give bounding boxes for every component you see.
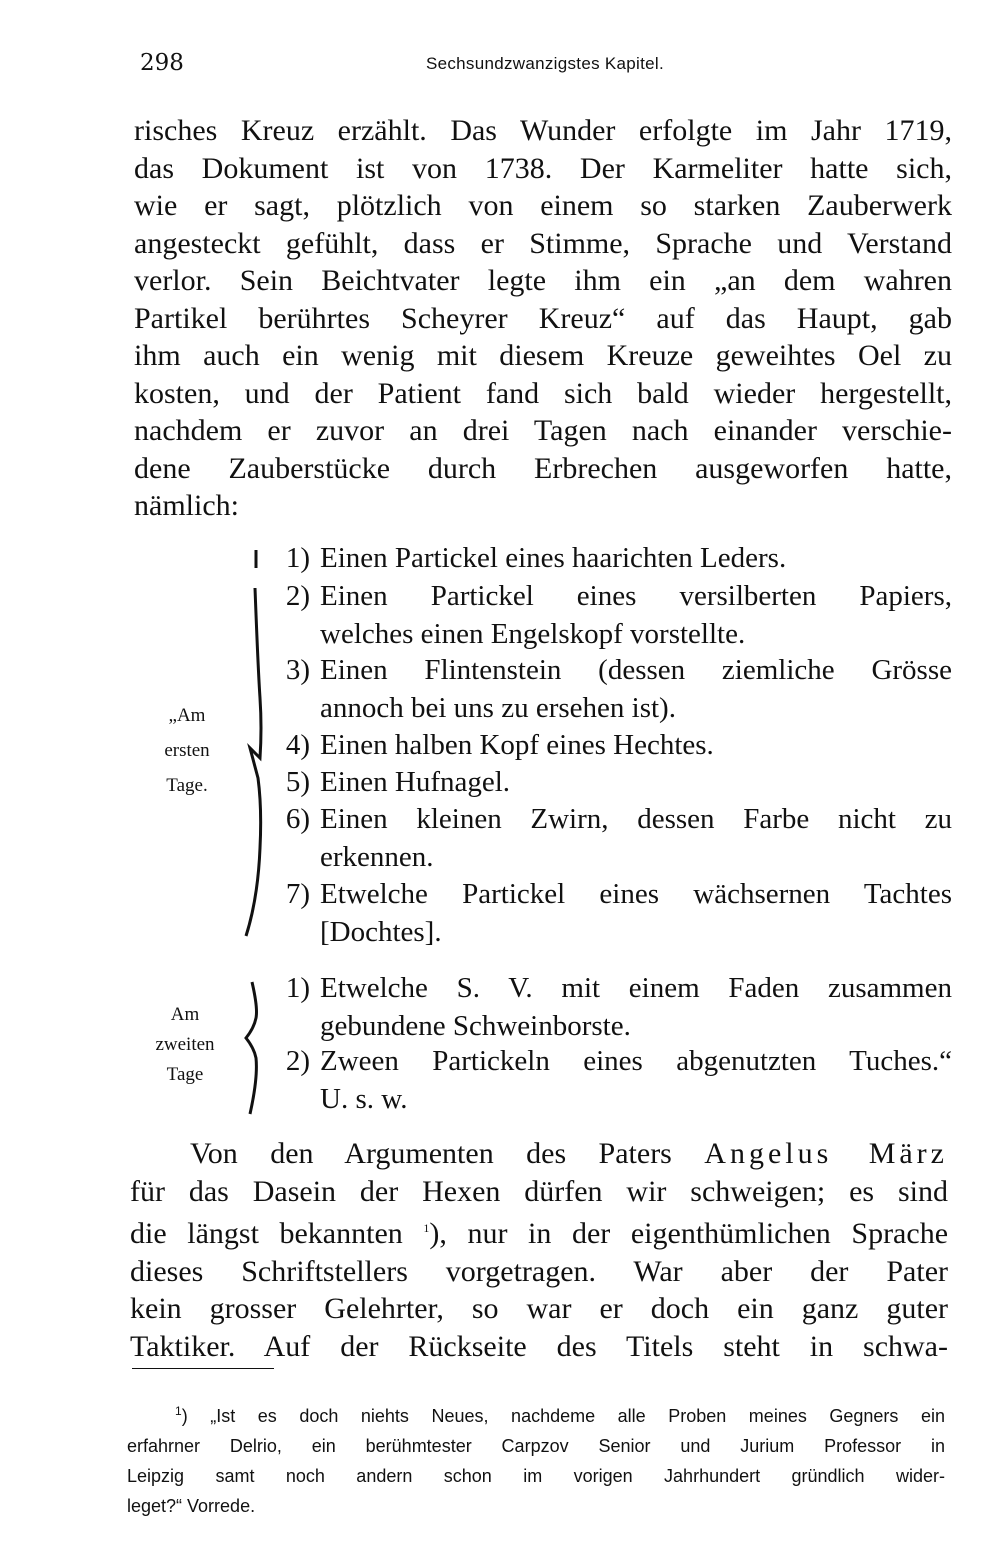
text-line: Taktiker. Auf der Rückseite des Titels steht in schwa- — [130, 1329, 948, 1363]
text-line — [127, 1396, 945, 1431]
second-day-brace — [238, 978, 264, 1118]
text-line: Etwelche S. V. mit einem Faden zusammen — [320, 972, 952, 1004]
side-label-line: Tage. — [166, 775, 208, 796]
second-day-label — [140, 1000, 230, 1090]
text-segment: Von den Argumenten des Paters — [190, 1137, 672, 1170]
text-line: leget?“ Vorrede. — [127, 1496, 256, 1516]
item-number: 7) — [285, 878, 310, 910]
text-line: das Dokument ist von 1738. Der Karmeliter hatte sich, — [134, 151, 952, 185]
page-number: 298 — [140, 50, 184, 76]
text-line: dieses Schriftstellers vorgetragen. War aber der Pater — [130, 1254, 948, 1288]
item-number: 6) — [285, 803, 310, 835]
item-text — [320, 801, 952, 876]
footnote-marker: 1 — [175, 1404, 182, 1418]
item-text — [320, 764, 952, 802]
text-line: [Dochtes]. — [320, 915, 442, 948]
item-number: 1) — [285, 972, 310, 1004]
footnote-separator — [132, 1368, 274, 1369]
text-line: Einen kleinen Zwirn, dessen Farbe nicht zu — [320, 803, 952, 835]
first-day-brace — [236, 548, 266, 938]
text-line: Leipzig samt noch andern schon im vorigen Jahrhundert gründlich wider- — [127, 1466, 945, 1486]
text-segment: die längst bekannten — [130, 1217, 403, 1250]
side-label-line: zweiten — [155, 1034, 215, 1055]
item-number: 3) — [285, 654, 310, 686]
text-line: für das Dasein der Hexen dürfen wir schweigen; es sind — [130, 1174, 948, 1208]
text-line: risches Kreuz erzählt. Das Wunder erfolgte im Jahr 1719, — [134, 114, 952, 147]
footnote — [127, 1396, 945, 1521]
text-line: Zween Partickeln eines abgenutzten Tuches.“ — [320, 1045, 952, 1077]
text-line: Etwelche Partickel eines wächsernen Tachtes — [320, 878, 952, 910]
side-label-line: „Am — [168, 705, 206, 726]
text-line — [130, 1210, 948, 1253]
text-segment: ) „Ist es doch niehts Neues, nachdeme alle Proben meines Gegners ein — [181, 1406, 945, 1426]
text-segment: ), nur in der eigenthümlichen Sprache — [429, 1217, 949, 1250]
text-line: angesteckt gefühlt, dass er Stimme, Sprache und Verstand — [134, 226, 952, 260]
text-line: kosten, und der Patient fand sich bald wieder hergestellt, — [134, 376, 952, 410]
text-line: welches einen Engelskopf vorstellte. — [320, 617, 746, 650]
text-line: erkennen. — [320, 840, 434, 873]
item-number: 4) — [285, 729, 310, 761]
item-text — [320, 540, 952, 578]
item-text — [320, 727, 952, 765]
text-line: U. s. w. — [320, 1082, 408, 1115]
first-day-label — [150, 698, 224, 803]
text-line: erfahrner Delrio, ein berühmtester Carpzov Senior und Jurium Professor in — [127, 1436, 945, 1456]
text-line: verlor. Sein Beichtvater legte ihm ein „an dem wahren — [134, 264, 952, 297]
text-line: wie er sagt, plötzlich von einem so starken Zauberwerk — [134, 189, 952, 222]
item-number: 2) — [285, 1045, 310, 1077]
text-line: dene Zauberstücke durch Erbrechen ausgeworfen hatte, — [134, 451, 952, 485]
text-line: Einen Hufnagel. — [320, 766, 511, 798]
paragraph-1 — [134, 112, 952, 525]
text-line: Einen Partickel eines haarichten Leders. — [320, 542, 787, 574]
text-line — [130, 1135, 948, 1173]
item-text — [320, 876, 952, 951]
side-label-line: ersten — [164, 740, 210, 761]
item-text — [320, 970, 952, 1045]
paragraph-2 — [130, 1135, 948, 1365]
text-line: ihm auch ein wenig mit diesem Kreuze geweihtes Oel zu — [134, 339, 952, 372]
side-label-line: Tage — [166, 1064, 204, 1085]
text-line: annoch bei uns zu ersehen ist). — [320, 691, 676, 724]
text-line: Einen Flintenstein (dessen ziemliche Grösse — [320, 654, 952, 686]
text-line: nämlich: — [134, 489, 239, 522]
running-header: Sechsundzwanzigstes Kapitel. — [425, 54, 665, 73]
emphasized-name: Angelus März — [704, 1137, 948, 1170]
text-line: kein grosser Gelehrter, so war er doch ein ganz guter — [130, 1292, 948, 1325]
item-text — [320, 652, 952, 727]
text-line: nachdem er zuvor an drei Tagen nach einander verschie- — [134, 414, 952, 447]
item-number: 1) — [285, 542, 310, 574]
item-number: 2) — [285, 580, 310, 612]
item-text — [320, 1043, 952, 1118]
footnote-reference[interactable]: 1 — [423, 1221, 430, 1235]
text-line: Partikel berührtes Scheyrer Kreuz“ auf das Haupt, gab — [134, 301, 952, 335]
item-number: 5) — [285, 766, 310, 798]
item-text — [320, 578, 952, 653]
text-line: Einen halben Kopf eines Hechtes. — [320, 729, 714, 761]
side-label-line: Am — [170, 1004, 200, 1025]
text-line: gebundene Schweinborste. — [320, 1009, 631, 1042]
text-line: Einen Partickel eines versilberten Papiers, — [320, 580, 952, 612]
